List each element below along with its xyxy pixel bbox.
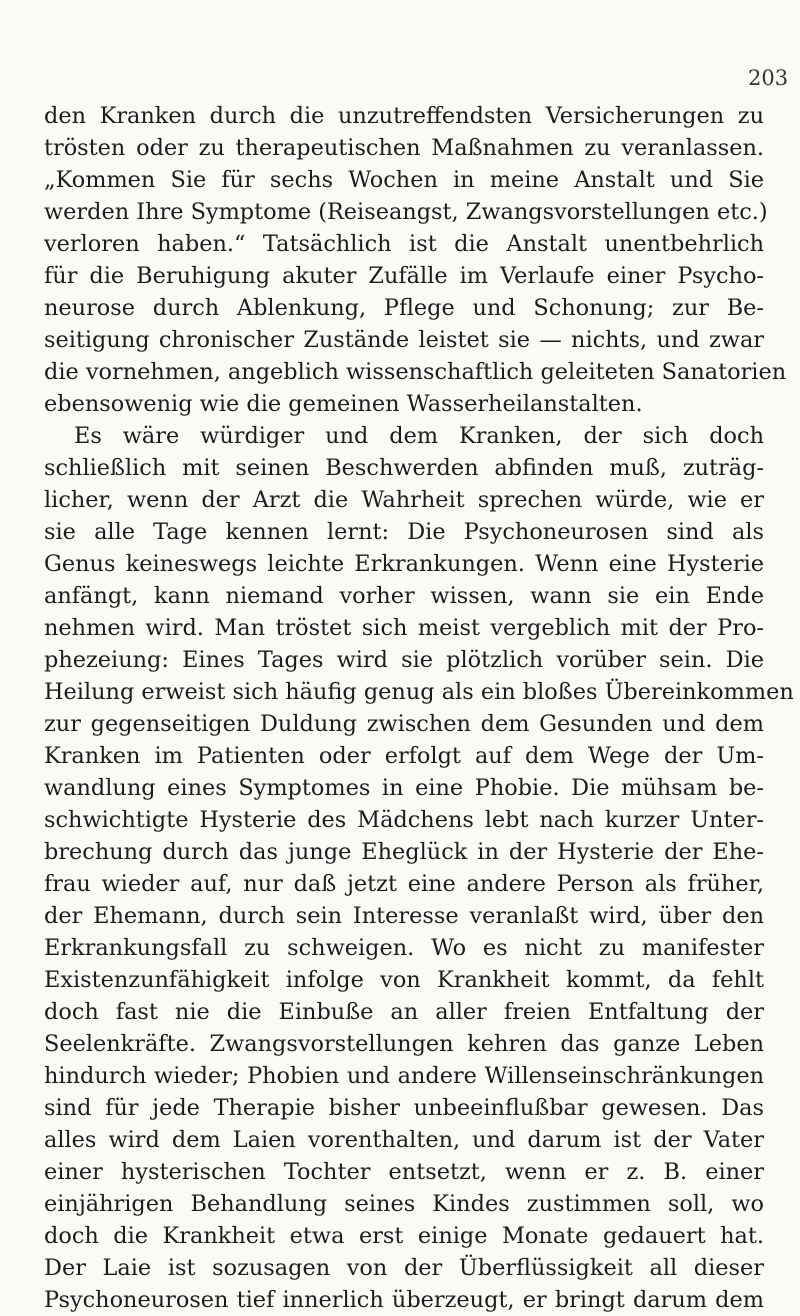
text-line: doch fast nie die Einbuße an aller freien Entfaltung der [44, 999, 764, 1025]
text-line: neurose durch Ablenkung, Pflege und Schonung; zur Be- [44, 295, 764, 321]
paragraph-start-line: Es wäre würdiger und dem Kranken, der sich doch [74, 423, 764, 449]
text-line: sie alle Tage kennen lernt: Die Psychoneurosen sind als [44, 519, 764, 545]
text-line: alles wird dem Laien vorenthalten, und darum ist der Vater [44, 1127, 764, 1153]
text-line: die vornehmen, angeblich wissenschaftlich geleiteten Sanatorien [44, 359, 787, 385]
text-line: verloren haben.“ Tatsächlich ist die Anstalt unentbehrlich [44, 231, 764, 257]
text-line: für die Beruhigung akuter Zufälle im Verlaufe einer Psycho- [44, 263, 764, 289]
text-line: phezeiung: Eines Tages wird sie plötzlich vorüber sein. Die [44, 647, 764, 673]
text-line: hindurch wieder; Phobien und andere Willenseinschränkungen [44, 1063, 764, 1089]
text-line: anfängt, kann niemand vorher wissen, wann sie ein Ende [44, 583, 764, 609]
text-line: Erkrankungsfall zu schweigen. Wo es nicht zu manifester [44, 935, 764, 961]
text-line: den Kranken durch die unzutreffendsten Versicherungen zu [44, 103, 764, 129]
text-line: Seelenkräfte. Zwangsvorstellungen kehren das ganze Leben [44, 1031, 764, 1057]
text-line: nehmen wird. Man tröstet sich meist vergeblich mit der Pro- [44, 615, 764, 641]
text-line: der Ehemann, durch sein Interesse veranlaßt wird, über den [44, 903, 764, 929]
text-line: Psychoneurosen tief innerlich überzeugt, er bringt darum dem [44, 1287, 764, 1313]
text-line: schwichtigte Hysterie des Mädchens lebt nach kurzer Unter- [44, 807, 764, 833]
text-line: „Kommen Sie für sechs Wochen in meine Anstalt und Sie [44, 167, 764, 193]
text-line: brechung durch das junge Eheglück in der Hysterie der Ehe- [44, 839, 764, 865]
text-line: licher, wenn der Arzt die Wahrheit sprechen würde, wie er [44, 487, 764, 513]
text-line: einjährigen Behandlung seines Kindes zustimmen soll, wo [44, 1191, 764, 1217]
text-line: schließlich mit seinen Beschwerden abfinden muß, zuträg- [44, 455, 764, 481]
text-line: einer hysterischen Tochter entsetzt, wenn er z. B. einer [44, 1159, 764, 1185]
text-line: Kranken im Patienten oder erfolgt auf dem Wege der Um- [44, 743, 764, 769]
paragraph-end-line: ebensowenig wie die gemeinen Wasserheilanstalten. [44, 391, 643, 417]
text-line: frau wieder auf, nur daß jetzt eine andere Person als früher, [44, 871, 764, 897]
text-line: wandlung eines Symptomes in eine Phobie. Die mühsam be- [44, 775, 764, 801]
text-line: doch die Krankheit etwa erst einige Monate gedauert hat. [44, 1223, 764, 1249]
text-line: Heilung erweist sich häufig genug als ein bloßes Übereinkommen [44, 679, 794, 705]
page-number: 203 [748, 66, 789, 90]
text-line: seitigung chronischer Zustände leistet sie — nichts, und zwar [44, 327, 764, 353]
text-line: werden Ihre Symptome (Reiseangst, Zwangsvorstellungen etc.) [44, 199, 768, 225]
body-text [44, 100, 794, 1316]
text-line: Der Laie ist sozusagen von der Überflüssigkeit all dieser [44, 1255, 764, 1281]
text-line: trösten oder zu therapeutischen Maßnahmen zu veranlassen. [44, 135, 764, 161]
text-line: Genus keineswegs leichte Erkrankungen. Wenn eine Hysterie [44, 551, 764, 577]
text-line: sind für jede Therapie bisher unbeeinflußbar gewesen. Das [44, 1095, 764, 1121]
text-line: Existenzunfähigkeit infolge von Krankheit kommt, da fehlt [44, 967, 764, 993]
text-line: zur gegenseitigen Duldung zwischen dem Gesunden und dem [44, 711, 764, 737]
